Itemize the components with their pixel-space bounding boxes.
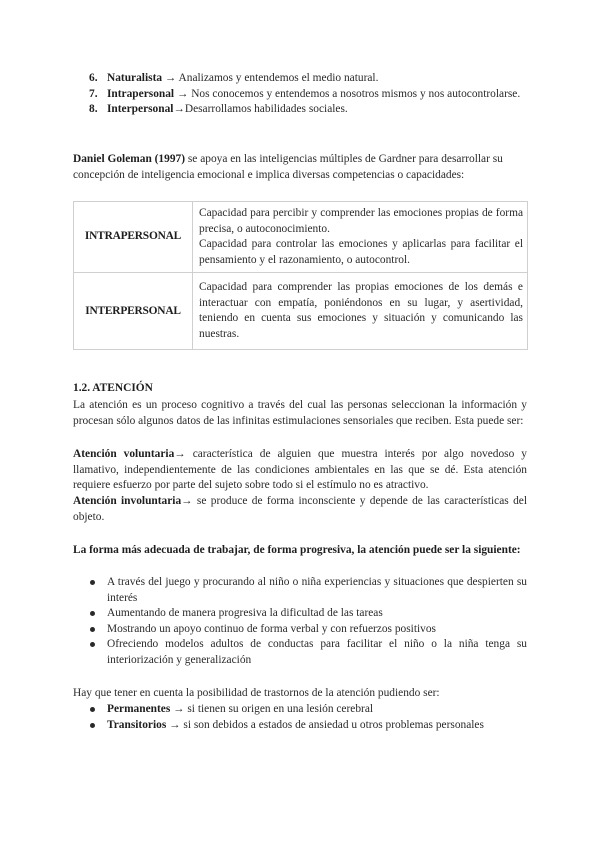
list-desc: Analizamos y entendemos el medio natural. (178, 72, 379, 84)
work-list (73, 575, 527, 669)
table-line: Capacidad para controlar las emociones y aplicarlas para facilitar el pensamiento y el razonamiento, o autocontrol. (199, 238, 523, 266)
bullet-icon (90, 580, 95, 585)
type-term: Atención involuntaria (73, 495, 182, 507)
arrow-icon: → (174, 448, 186, 460)
bullet-icon (90, 611, 95, 616)
arrow-icon: → (173, 103, 185, 116)
type-desc: característica de alguien que muestra interés por algo novedoso y llamativo, independientemente de las condiciones ambientales en las que se dé. Esta atención requiere esfuerzo por parte del sujeto sobre todo si el estímulo no es atractivo. (73, 448, 527, 492)
author-citation: Daniel Goleman (1997) (73, 153, 185, 165)
table-desc (193, 273, 528, 350)
goleman-paragraph (73, 152, 527, 183)
work-heading (73, 543, 527, 559)
list-term: Interpersonal (107, 103, 174, 116)
section-heading-wrap (73, 381, 527, 397)
table-label: INTERPERSONAL (74, 273, 193, 350)
list-number: 7. (89, 87, 98, 100)
table-row (74, 202, 528, 273)
attention-involuntary (73, 494, 527, 525)
list-item (73, 606, 527, 622)
disorder-desc: si tienen su origen en una lesión cerebral (187, 703, 374, 715)
type-term: Atención voluntaria (73, 448, 175, 460)
work-heading-text: La forma más adecuada de trabajar, de forma progresiva, la atención puede ser la siguiente: (73, 544, 521, 556)
list-item (73, 718, 527, 734)
list-item (73, 102, 527, 118)
list-number: 6. (89, 72, 98, 84)
table-row (74, 273, 528, 350)
bullet-text: A través del juego y procurando al niño o niña experiencias y situaciones que despierten su interés (107, 576, 527, 604)
arrow-icon: → (169, 718, 181, 731)
list-item (73, 702, 527, 718)
list-item (73, 71, 527, 87)
bullet-icon (90, 707, 95, 712)
bullet-text: Aumentando de manera progresiva la dificultad de las tareas (107, 607, 383, 620)
list-item (73, 87, 527, 103)
list-term: Naturalista (107, 72, 163, 84)
type-desc: se produce de forma inconsciente y depende de las características del objeto. (73, 495, 527, 523)
table-label: INTRAPERSONAL (74, 202, 193, 273)
list-term: Intrapersonal (107, 87, 175, 100)
disorder-term: Permanentes (107, 703, 171, 715)
arrow-icon: → (176, 87, 189, 100)
attention-voluntary (73, 447, 527, 494)
competencies-table (73, 201, 528, 350)
list-item (73, 637, 527, 668)
list-item (73, 575, 527, 606)
disorder-desc: si son debidos a estados de ansiedad u otros problemas personales (183, 718, 484, 731)
table-line: Capacidad para comprender las propias emociones de los demás e interactuar con empatía, poniéndonos en su lugar, y asertividad, teniendo en cuenta sus emociones y situación y comunicando las nuestras. (199, 281, 523, 340)
arrow-icon: → (173, 703, 185, 715)
list-desc: Desarrollamos habilidades sociales. (184, 103, 348, 116)
goleman-text: se apoya en las inteligencias múltiples de Gardner para desarrollar su concepción de inteligencia emocional e implica diversas competencias o capacidades: (73, 153, 503, 181)
list-item (73, 622, 527, 638)
disorders-intro: Hay que tener en cuenta la posibilidad de trastornos de la atención pudiendo ser: (73, 687, 440, 699)
attention-intro: La atención es un proceso cognitivo a través del cual las personas seleccionan la información y procesan sólo algunos datos de las infinitas estimulaciones sensoriales que reciben. Esta puede ser: (73, 399, 527, 427)
bullet-text: Ofreciendo modelos adultos de conductas para facilitar el niño o la niña tenga su interiorización y generalización (107, 638, 527, 666)
bullet-icon (90, 723, 95, 728)
bullet-icon (90, 627, 95, 632)
list-desc: Nos conocemos y entendemos a nosotros mismos y nos autocontrolarse. (191, 87, 521, 100)
intelligence-list (73, 71, 527, 118)
arrow-icon: → (181, 495, 193, 507)
disorders-list (73, 702, 527, 733)
table-line: Capacidad para percibir y comprender las emociones propias de forma precisa, o autoconocimiento. (199, 207, 523, 235)
list-number: 8. (89, 103, 98, 116)
arrow-icon: → (164, 72, 177, 84)
bullet-text: Mostrando un apoyo continuo de forma verbal y con refuerzos positivos (107, 622, 436, 635)
section-heading: 1.2. ATENCIÓN (73, 382, 153, 394)
disorder-term: Transitorios (107, 718, 167, 731)
table-desc (193, 202, 528, 273)
bullet-icon (90, 642, 95, 647)
